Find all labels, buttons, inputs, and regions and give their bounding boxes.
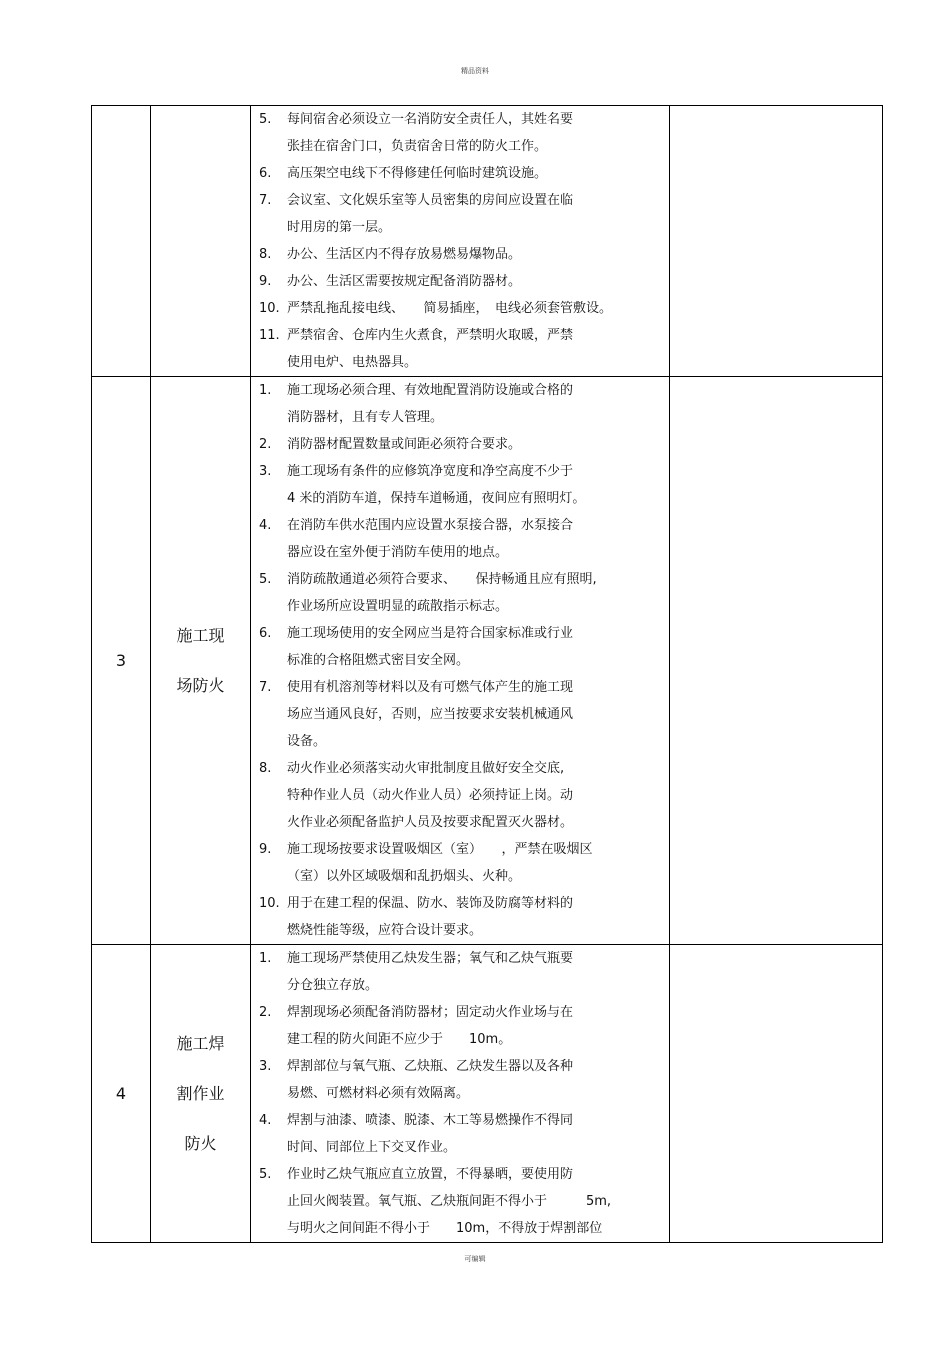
list-item	[251, 1107, 669, 1161]
category-line: 施工焊	[176, 1033, 225, 1053]
item-text-line: 易燃、可燃材料必须有效隔离。	[287, 1086, 470, 1101]
item-number: 8.	[259, 247, 272, 262]
item-number: 5.	[259, 112, 272, 127]
list-item	[251, 431, 669, 458]
list-item	[251, 512, 669, 566]
table-row	[92, 945, 883, 1243]
item-number: 2.	[259, 437, 272, 452]
row-number: 3	[92, 377, 151, 945]
category-line: 防火	[184, 1133, 217, 1153]
item-text-line: 标准的合格阻燃式密目安全网。	[287, 653, 470, 668]
item-text	[287, 322, 669, 376]
page-footer: 可编辑	[464, 1255, 486, 1263]
list-item	[251, 268, 669, 295]
item-number: 6.	[259, 166, 272, 181]
item-text-line: 作业场所应设置明显的疏散指示标志。	[287, 599, 509, 614]
item-text-line: 时间、同部位上下交叉作业。	[287, 1140, 457, 1155]
item-number: 5.	[259, 1167, 272, 1182]
item-text	[287, 295, 669, 322]
item-text	[287, 106, 669, 160]
item-text-line: 消防器材配置数量或间距必须符合要求。	[287, 437, 522, 452]
item-text-line: 施工现场使用的安全网应当是符合国家标准或行业	[287, 626, 574, 641]
item-text	[287, 890, 669, 944]
item-text	[287, 620, 669, 674]
item-text-line: 动火作业必须落实动火审批制度且做好安全交底,	[287, 761, 565, 776]
item-text-line: 张挂在宿舍门口，负责宿舍日常的防火工作。	[287, 139, 548, 154]
remark-cell	[670, 377, 883, 945]
item-text-line: 焊割与油漆、喷漆、脱漆、木工等易燃操作不得同	[287, 1113, 574, 1128]
list-item	[251, 945, 669, 999]
fire-safety-table	[91, 105, 883, 1243]
page-header: 精品资料	[461, 67, 489, 75]
item-text-line: 止回火阀装置。氧气瓶、乙炔瓶间距不得小于 5m,	[287, 1194, 612, 1209]
list-item	[251, 1161, 669, 1242]
list-item	[251, 377, 669, 431]
item-number: 10.	[259, 301, 280, 316]
item-number: 10.	[259, 896, 280, 911]
item-text-line: 焊割现场必须配备消防器材；固定动火作业场与在	[287, 1005, 574, 1020]
item-text	[287, 241, 669, 268]
item-text	[287, 187, 669, 241]
item-text-line: 设备。	[287, 734, 327, 749]
item-text-line: 与明火之间间距不得小于 10m，不得放于焊割部位	[287, 1221, 603, 1236]
item-text	[287, 458, 669, 512]
list-item	[251, 890, 669, 944]
row-number: 4	[92, 945, 151, 1243]
table-row	[92, 377, 883, 945]
item-text	[287, 431, 669, 458]
item-text-line: 用于在建工程的保温、防水、装饰及防腐等材料的	[287, 896, 574, 911]
item-text-line: 办公、生活区内不得存放易燃易爆物品。	[287, 247, 522, 262]
requirement-list	[251, 106, 670, 377]
remark-cell	[670, 106, 883, 377]
category-line: 施工现	[176, 625, 225, 645]
item-number: 4.	[259, 518, 272, 533]
list-item	[251, 620, 669, 674]
item-number: 7.	[259, 680, 272, 695]
category-line: 场防火	[176, 675, 225, 695]
item-text-line: 会议室、文化娱乐室等人员密集的房间应设置在临	[287, 193, 574, 208]
item-text-line: 施工现场按要求设置吸烟区（室） ，严禁在吸烟区	[287, 842, 593, 857]
item-text	[287, 836, 669, 890]
table-row	[92, 106, 883, 377]
item-text-line: 4 米的消防车道，保持车道畅通，夜间应有照明灯。	[287, 491, 586, 506]
item-text-line: 施工现场有条件的应修筑净宽度和净空高度不少于	[287, 464, 574, 479]
item-text	[287, 1107, 669, 1161]
item-text-line: 使用电炉、电热器具。	[287, 355, 418, 370]
item-text-line: 焊割部位与氧气瓶、乙炔瓶、乙炔发生器以及各种	[287, 1059, 574, 1074]
item-number: 9.	[259, 274, 272, 289]
list-item	[251, 999, 669, 1053]
item-text	[287, 160, 669, 187]
list-item	[251, 187, 669, 241]
row-category	[151, 106, 251, 377]
item-number: 1.	[259, 383, 272, 398]
item-text	[287, 268, 669, 295]
item-number: 9.	[259, 842, 272, 857]
item-text-line: 建工程的防火间距不应少于 10m。	[287, 1032, 512, 1047]
list-item	[251, 836, 669, 890]
list-item	[251, 160, 669, 187]
item-text-line: 分仓独立存放。	[287, 978, 379, 993]
item-text-line: 消防疏散通道必须符合要求、 保持畅通且应有照明,	[287, 572, 597, 587]
item-text	[287, 999, 669, 1053]
item-text-line: 特种作业人员（动火作业人员）必须持证上岗。动	[287, 788, 574, 803]
item-text	[287, 945, 669, 999]
item-text	[287, 512, 669, 566]
list-item	[251, 295, 669, 322]
list-item	[251, 674, 669, 755]
item-text	[287, 1053, 669, 1107]
item-text-line: 严禁宿舍、仓库内生火煮食，严禁明火取暖，严禁	[287, 328, 574, 343]
requirement-list	[251, 377, 670, 945]
item-number: 1.	[259, 951, 272, 966]
remark-cell	[670, 945, 883, 1243]
item-number: 11.	[259, 328, 280, 343]
item-text-line: 高压架空电线下不得修建任何临时建筑设施。	[287, 166, 548, 181]
item-number: 3.	[259, 1059, 272, 1074]
item-number: 7.	[259, 193, 272, 208]
list-item	[251, 566, 669, 620]
item-number: 6.	[259, 626, 272, 641]
list-item	[251, 755, 669, 836]
list-item	[251, 322, 669, 376]
item-text-line: 场应当通风良好，否则，应当按要求安装机械通风	[287, 707, 574, 722]
item-text	[287, 566, 669, 620]
list-item	[251, 241, 669, 268]
item-text-line: 时用房的第一层。	[287, 220, 392, 235]
item-text-line: 消防器材，且有专人管理。	[287, 410, 444, 425]
requirement-list	[251, 945, 670, 1243]
item-text-line: 办公、生活区需要按规定配备消防器材。	[287, 274, 522, 289]
item-text-line: 施工现场必须合理、有效地配置消防设施或合格的	[287, 383, 574, 398]
item-text	[287, 674, 669, 755]
list-item	[251, 458, 669, 512]
item-text-line: 施工现场严禁使用乙炔发生器；氧气和乙炔气瓶要	[287, 951, 574, 966]
list-item	[251, 1053, 669, 1107]
item-text-line: 使用有机溶剂等材料以及有可燃气体产生的施工现	[287, 680, 574, 695]
row-category	[151, 945, 251, 1243]
item-number: 2.	[259, 1005, 272, 1020]
list-item	[251, 106, 669, 160]
row-category	[151, 377, 251, 945]
item-number: 4.	[259, 1113, 272, 1128]
item-number: 5.	[259, 572, 272, 587]
category-line: 割作业	[176, 1083, 225, 1103]
item-text	[287, 1161, 669, 1242]
item-number: 8.	[259, 761, 272, 776]
item-text-line: 作业时乙炔气瓶应直立放置，不得暴晒，要使用防	[287, 1167, 574, 1182]
item-text-line: 火作业必须配备监护人员及按要求配置灭火器材。	[287, 815, 574, 830]
item-number: 3.	[259, 464, 272, 479]
item-text-line: 在消防车供水范围内应设置水泵接合器，水泵接合	[287, 518, 574, 533]
item-text-line: 严禁乱拖乱接电线、 简易插座， 电线必须套管敷设。	[287, 301, 613, 316]
item-text-line: （室）以外区域吸烟和乱扔烟头、火种。	[287, 869, 522, 884]
item-text	[287, 377, 669, 431]
item-text-line: 器应设在室外便于消防车使用的地点。	[287, 545, 509, 560]
item-text-line: 每间宿舍必须设立一名消防安全责任人，其姓名要	[287, 112, 574, 127]
item-text	[287, 755, 669, 836]
row-number	[92, 106, 151, 377]
item-text-line: 燃烧性能等级，应符合设计要求。	[287, 923, 483, 938]
